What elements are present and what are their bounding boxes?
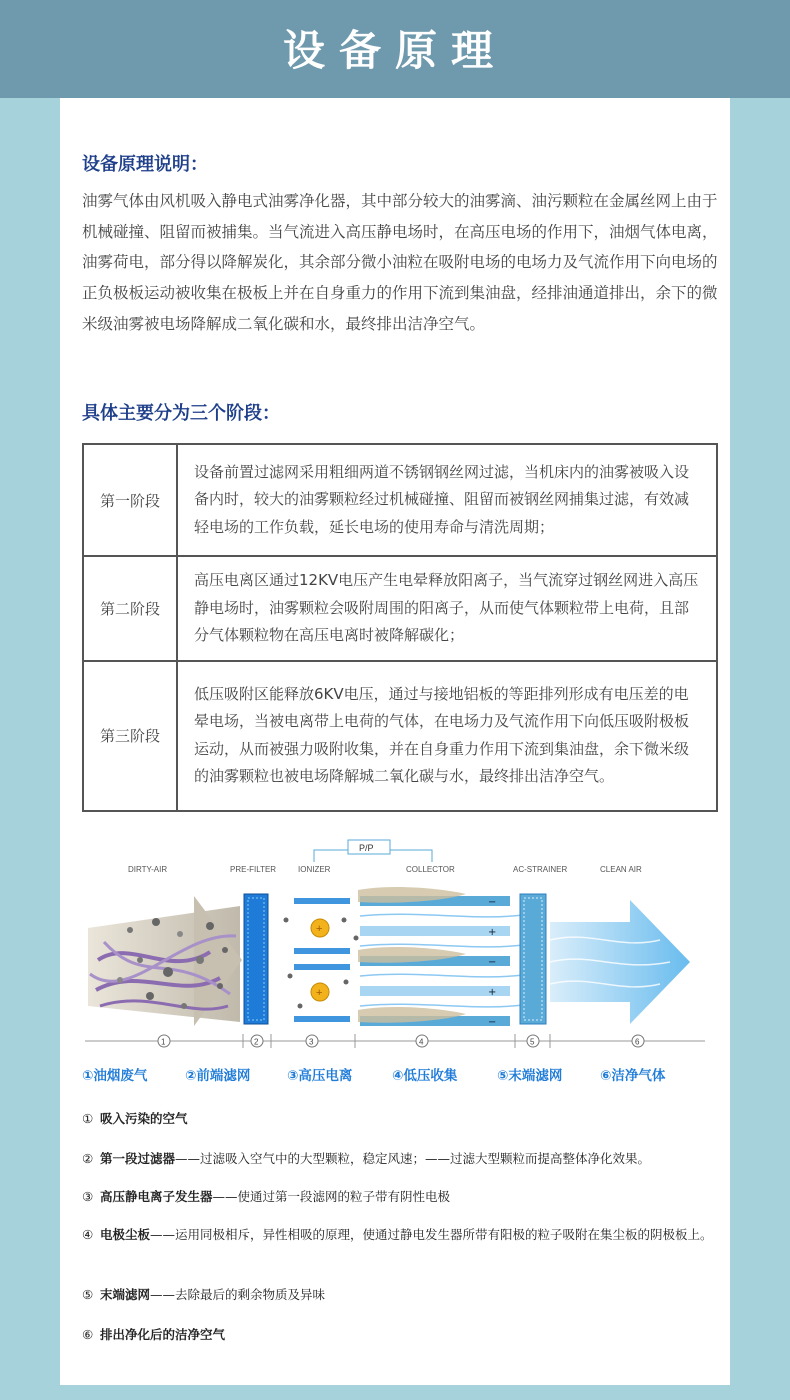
note-number: ⑤: [82, 1287, 94, 1302]
clean-air-arrow: [550, 900, 690, 1024]
note-text: ——运用同极相斥，异性相吸的原理，使通过静电发生器所带有阳极的粒子吸附在集尘板的阴极板上。: [150, 1227, 713, 1242]
stage-text: 高压电离区通过12KV电压产生电晕释放阳离子，当气流穿过钢丝网进入高压静电场时，油雾颗粒会吸附周围的阳离子，从而使气体颗粒带上电荷，且部分气体颗粒物在高压电离时被降解碳化；: [177, 556, 717, 661]
stage-text: 设备前置过滤网采用粗细两道不锈钢钢丝网过滤，当机床内的油雾被吸入设备内时，较大的油雾颗粒经过机械碰撞、阻留而被钢丝网捕集过滤，有效减轻电场的工作负载，延长电场的使用寿命与清洗周期；: [177, 444, 717, 556]
stage-label: 第一阶段: [83, 444, 177, 556]
note-title: 排出净化后的洁净空气: [100, 1327, 226, 1342]
stages-table: [82, 443, 718, 812]
svg-text:−: −: [488, 1017, 497, 1028]
svg-text:−: −: [488, 897, 497, 908]
stage-text: 低压吸附区能释放6KV电压，通过与接地铝板的等距排列形成有电压差的电晕电场，当被电离带上电荷的气体，在电场力及气流作用下向低压吸附极板运动，从而被强力吸附收集，并在自身重力作用下流到集油盘，余下微米级的油雾颗粒也被电场降解城二氧化碳与水，最终排出洁净空气。: [177, 661, 717, 811]
legend-item: ④低压收集: [392, 1068, 458, 1084]
svg-text:+: +: [488, 927, 497, 938]
legend-item: ②前端滤网: [185, 1068, 251, 1084]
stage-row: [83, 661, 717, 811]
dirty-air-zone: [88, 896, 242, 1026]
page-header: [0, 0, 790, 98]
legend-item: ①油烟废气: [82, 1068, 148, 1084]
collector: [358, 887, 530, 1028]
label-collector: COLLECTOR: [406, 865, 455, 874]
pre-filter: [244, 894, 268, 1024]
stage-number: 4: [419, 1037, 424, 1047]
stage-number: 2: [254, 1037, 259, 1047]
label-ionizer: IONIZER: [298, 865, 331, 874]
ac-strainer: [520, 894, 546, 1024]
note-text: ——过滤吸入空气中的大型颗粒，稳定风速；——过滤大型颗粒而提高整体净化效果。: [175, 1151, 651, 1166]
note-title: 高压静电离子发生器: [100, 1189, 213, 1204]
note-title: 末端滤网: [100, 1287, 151, 1302]
svg-text:+: +: [316, 987, 323, 999]
svg-text:−: −: [488, 957, 497, 968]
stage-row: [83, 556, 717, 661]
power-bracket: [314, 840, 432, 862]
label-clean-air: CLEAN AIR: [600, 865, 642, 874]
purifier-diagram: [60, 810, 730, 1085]
stage-number-axis: [85, 1034, 705, 1048]
note-title: 吸入污染的空气: [100, 1111, 188, 1126]
legend-item: ⑤末端滤网: [497, 1068, 563, 1084]
purifier-diagram-svg: [60, 810, 730, 1085]
stage-label: 第三阶段: [83, 661, 177, 811]
principle-paragraph: 油雾气体由风机吸入静电式油雾净化器，其中部分较大的油雾滴、油污颗粒在金属丝网上由于机械碰撞、阻留而被捕集。当气流进入高压静电场时，在高压电场的作用下，油烟气体电离，油雾荷电，部分得以降解炭化，其余部分微小油粒在吸附电场的电场力及气流作用下向电场的正负极板运动被收集在极板上并在自身重力的作用下流到集油盘，经排油通道排出，余下的微米级油雾被电场降解成二氧化碳和水，最终排出洁净空气。: [82, 192, 718, 333]
label-pp: P/P: [359, 843, 374, 853]
label-ac-strainer: AC-STRAINER: [513, 865, 568, 874]
ionizer: [284, 898, 359, 1022]
stages-heading: 具体主要分为三个阶段：: [82, 403, 280, 424]
stage-number: 1: [161, 1037, 166, 1047]
note-title: 第一段过滤器: [100, 1151, 176, 1166]
page-title: 设备原理: [282, 26, 507, 75]
note-number: ⑥: [82, 1327, 94, 1342]
principle-heading: 设备原理说明：: [82, 154, 208, 175]
note-text: ——使通过第一段滤网的粒子带有阴性电极: [212, 1189, 451, 1204]
diagram-legend: [82, 1064, 722, 1086]
content-card: [60, 98, 730, 1385]
note-number: ③: [82, 1189, 94, 1204]
legend-item: ⑥洁净气体: [600, 1068, 666, 1084]
stage-number: 6: [635, 1037, 640, 1047]
note-number: ④: [82, 1227, 94, 1242]
note-title: 电极尘板: [100, 1227, 151, 1242]
label-pre-filter: PRE-FILTER: [230, 865, 277, 874]
note-text: ——去除最后的剩余物质及异味: [150, 1287, 326, 1302]
stage-number: 3: [309, 1037, 314, 1047]
svg-text:+: +: [488, 987, 497, 998]
note-number: ②: [82, 1151, 94, 1166]
legend-item: ③高压电离: [287, 1068, 353, 1084]
label-dirty-air: DIRTY-AIR: [128, 865, 168, 874]
stage-row: [83, 444, 717, 556]
svg-text:+: +: [316, 923, 323, 935]
stage-label: 第二阶段: [83, 556, 177, 661]
note-number: ①: [82, 1111, 94, 1126]
stage-number: 5: [530, 1037, 535, 1047]
